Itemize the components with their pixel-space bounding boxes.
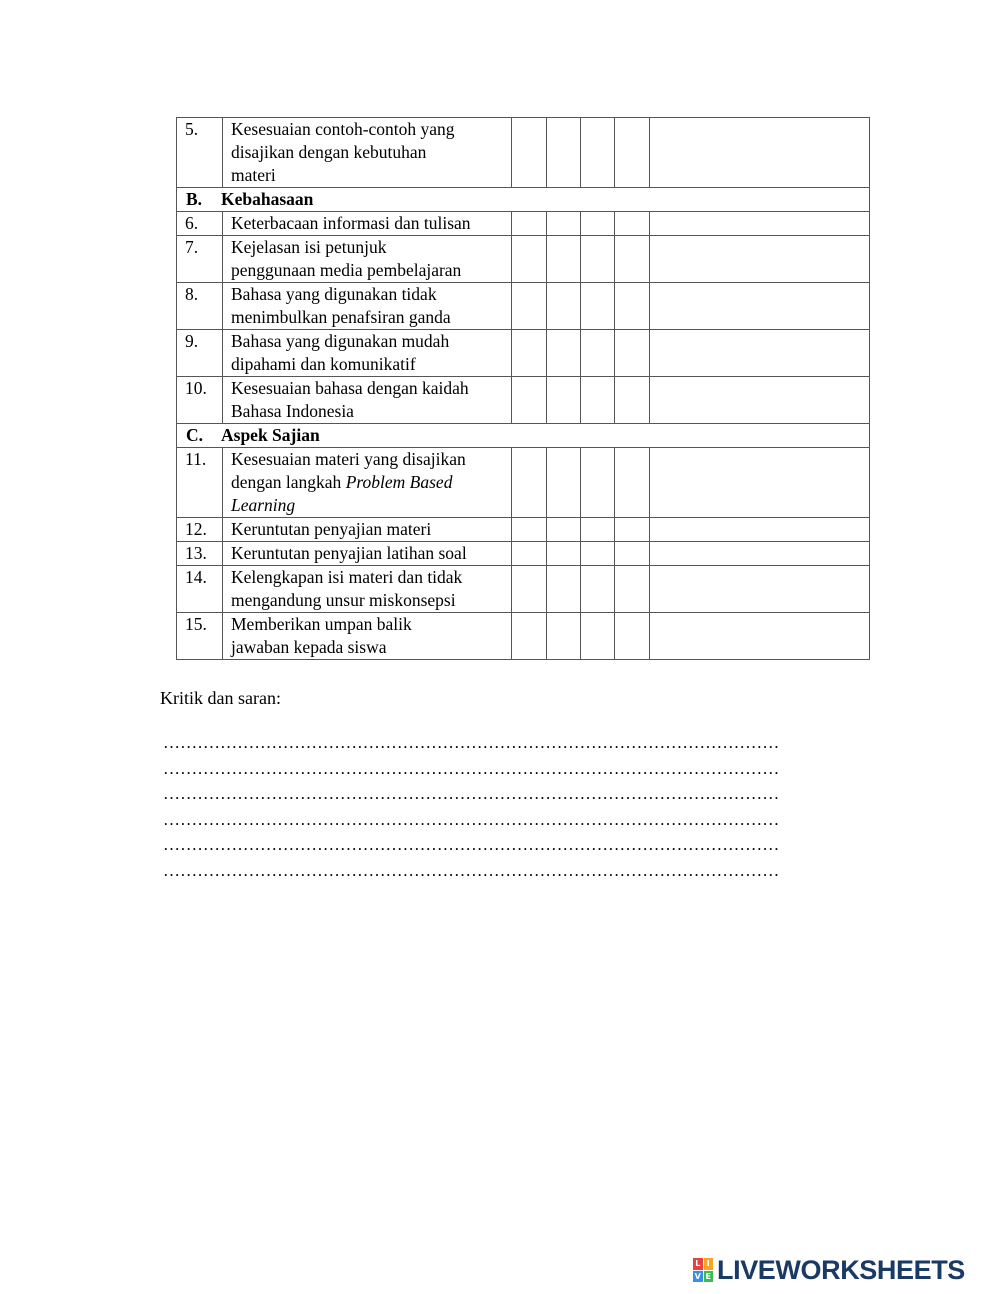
critique-line-3[interactable]: ……………………………………………………………………………………………… [163, 784, 780, 804]
item-text-line: Keruntutan penyajian latihan soal [231, 543, 467, 563]
comment-cell[interactable] [650, 542, 870, 566]
item-text-line: dengan langkah [231, 472, 346, 492]
score-cell-2[interactable] [547, 118, 581, 188]
score-cell-4[interactable] [615, 448, 650, 518]
score-cell-3[interactable] [581, 518, 615, 542]
score-cell-1[interactable] [512, 283, 547, 330]
section-letter: B. [186, 189, 203, 209]
item-text-line: Kesesuaian materi yang disajikan [231, 449, 466, 469]
comment-cell[interactable] [650, 283, 870, 330]
item-text-line: materi [231, 165, 276, 185]
score-cell-4[interactable] [615, 613, 650, 660]
score-cell-2[interactable] [547, 566, 581, 613]
item-text [223, 330, 512, 377]
score-cell-4[interactable] [615, 283, 650, 330]
item-text [223, 283, 512, 330]
item-number: 11. [177, 448, 223, 518]
item-number: 10. [177, 377, 223, 424]
score-cell-4[interactable] [615, 542, 650, 566]
table-row [177, 283, 870, 330]
table-row [177, 448, 870, 518]
comment-cell[interactable] [650, 212, 870, 236]
item-text [223, 448, 512, 518]
item-number: 5. [177, 118, 223, 188]
item-text-line: disajikan dengan kebutuhan [231, 142, 427, 162]
score-cell-1[interactable] [512, 518, 547, 542]
icon-tile-e: E [704, 1271, 714, 1283]
table-row [177, 518, 870, 542]
score-cell-1[interactable] [512, 212, 547, 236]
score-cell-2[interactable] [547, 542, 581, 566]
section-row [177, 424, 870, 448]
item-text-line: Bahasa yang digunakan tidak [231, 284, 437, 304]
score-cell-3[interactable] [581, 542, 615, 566]
item-number: 13. [177, 542, 223, 566]
item-text-line: Bahasa yang digunakan mudah [231, 331, 450, 351]
table-row [177, 118, 870, 188]
item-text [223, 613, 512, 660]
comment-cell[interactable] [650, 448, 870, 518]
score-cell-4[interactable] [615, 330, 650, 377]
item-number: 14. [177, 566, 223, 613]
section-letter: C. [186, 425, 204, 445]
item-text-line-wrap [231, 471, 507, 494]
item-text-line: jawaban kepada siswa [231, 637, 387, 657]
critique-line-5[interactable]: ……………………………………………………………………………………………… [163, 835, 780, 855]
comment-cell[interactable] [650, 118, 870, 188]
critique-line-4[interactable]: ……………………………………………………………………………………………… [163, 809, 780, 829]
item-text-line: mengandung unsur miskonsepsi [231, 590, 456, 610]
table-row [177, 212, 870, 236]
score-cell-1[interactable] [512, 566, 547, 613]
score-cell-2[interactable] [547, 283, 581, 330]
score-cell-4[interactable] [615, 236, 650, 283]
item-text-italic: Learning [231, 495, 296, 515]
item-number: 7. [177, 236, 223, 283]
section-header [177, 188, 870, 212]
comment-cell[interactable] [650, 566, 870, 613]
critique-line-1[interactable]: ……………………………………………………………………………………………… [163, 733, 780, 752]
comment-cell[interactable] [650, 518, 870, 542]
item-text-line: Keruntutan penyajian materi [231, 519, 432, 539]
table-row [177, 330, 870, 377]
item-text-italic: Problem Based [345, 472, 453, 492]
score-cell-4[interactable] [615, 212, 650, 236]
score-cell-3[interactable] [581, 377, 615, 424]
score-cell-1[interactable] [512, 236, 547, 283]
score-cell-1[interactable] [512, 613, 547, 660]
score-cell-2[interactable] [547, 330, 581, 377]
item-text [223, 566, 512, 613]
score-cell-1[interactable] [512, 118, 547, 188]
critique-label: Kritik dan saran: [160, 688, 281, 708]
table-row [177, 236, 870, 283]
score-cell-2[interactable] [547, 377, 581, 424]
liveworksheets-logo [693, 1256, 965, 1284]
score-cell-4[interactable] [615, 566, 650, 613]
score-cell-2[interactable] [547, 236, 581, 283]
icon-tile-i: I [704, 1258, 714, 1270]
item-text [223, 118, 512, 188]
liveworksheets-icon [693, 1258, 713, 1282]
score-cell-2[interactable] [547, 212, 581, 236]
item-text-line: Bahasa Indonesia [231, 401, 354, 421]
item-text-line: Kesesuaian bahasa dengan kaidah [231, 378, 469, 398]
assessment-table [176, 117, 870, 660]
item-text-line: Keterbacaan informasi dan tulisan [231, 213, 471, 233]
score-cell-1[interactable] [512, 542, 547, 566]
score-cell-3[interactable] [581, 118, 615, 188]
item-text-line: penggunaan media pembelajaran [231, 260, 462, 280]
item-text [223, 236, 512, 283]
score-cell-1[interactable] [512, 377, 547, 424]
item-number: 15. [177, 613, 223, 660]
item-text-line: Kelengkapan isi materi dan tidak [231, 567, 463, 587]
score-cell-2[interactable] [547, 448, 581, 518]
item-number: 9. [177, 330, 223, 377]
item-text-line: dipahami dan komunikatif [231, 354, 416, 374]
item-text-line: menimbulkan penafsiran ganda [231, 307, 451, 327]
score-cell-3[interactable] [581, 236, 615, 283]
score-cell-4[interactable] [615, 518, 650, 542]
item-number: 6. [177, 212, 223, 236]
item-text-line: Kesesuaian contoh-contoh yang [231, 119, 455, 139]
icon-tile-v: V [694, 1271, 701, 1281]
section-row [177, 188, 870, 212]
item-text [223, 212, 512, 236]
critique-lines [163, 730, 873, 884]
liveworksheets-wordmark: LIVEWORKSHEETS [717, 1255, 965, 1285]
item-text [223, 377, 512, 424]
score-cell-4[interactable] [615, 377, 650, 424]
item-number: 8. [177, 283, 223, 330]
score-cell-4[interactable] [615, 118, 650, 188]
section-title: Aspek Sajian [221, 425, 320, 445]
item-text [223, 542, 512, 566]
table-row [177, 566, 870, 613]
score-cell-3[interactable] [581, 212, 615, 236]
section-title: Kebahasaan [221, 189, 314, 209]
item-text-line: Memberikan umpan balik [231, 614, 412, 634]
item-text [223, 518, 512, 542]
section-header [177, 424, 870, 448]
table-row [177, 613, 870, 660]
score-cell-3[interactable] [581, 566, 615, 613]
score-cell-3[interactable] [581, 283, 615, 330]
score-cell-1[interactable] [512, 448, 547, 518]
score-cell-3[interactable] [581, 448, 615, 518]
item-text-line: Kejelasan isi petunjuk [231, 237, 387, 257]
table-row [177, 542, 870, 566]
critique-line-2[interactable]: ……………………………………………………………………………………………… [163, 758, 780, 778]
comment-cell[interactable] [650, 377, 870, 424]
comment-cell[interactable] [650, 236, 870, 283]
icon-tile-l: L [693, 1258, 703, 1270]
score-cell-1[interactable] [512, 330, 547, 377]
critique-line-6[interactable]: ……………………………………………………………………………………………… [163, 860, 780, 880]
table-row [177, 377, 870, 424]
score-cell-2[interactable] [547, 613, 581, 660]
comment-cell[interactable] [650, 330, 870, 377]
item-number: 12. [177, 518, 223, 542]
score-cell-2[interactable] [547, 518, 581, 542]
score-cell-3[interactable] [581, 613, 615, 660]
comment-cell[interactable] [650, 613, 870, 660]
score-cell-3[interactable] [581, 330, 615, 377]
